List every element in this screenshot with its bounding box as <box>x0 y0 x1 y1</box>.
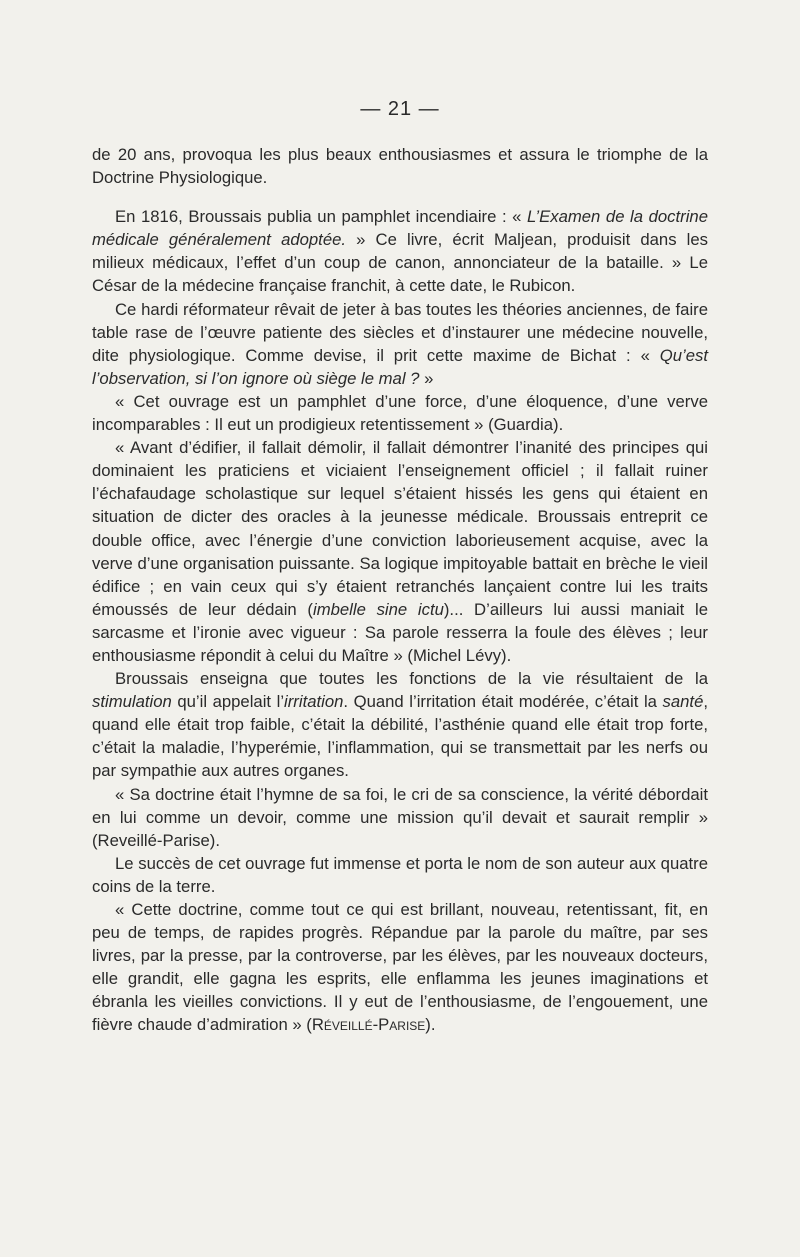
paragraph <box>92 898 708 1037</box>
paragraph <box>92 143 708 189</box>
paragraph <box>92 205 708 297</box>
text-run: de 20 ans, provoqua les plus beaux enthousiasmes et assura le triomphe de la Doctrine Physiologique. <box>92 145 708 188</box>
text-run: Ce hardi réformateur rêvait de jeter à bas toutes les théories anciennes, de faire table rase de l’œuvre patiente des siècles et d’instaurer une médecine nouvelle, dite physiologique. Comme devise, il prit cette maxime de Bichat : « <box>92 299 708 365</box>
paragraph <box>92 390 708 436</box>
author-smallcaps: Réveillé-Parise <box>311 1015 426 1035</box>
text-run: , quand elle était trop faible, c’était la débilité, l’asthénie quand elle était trop forte, c’était la maladie, l’hyperémie, l’inflammation, qui se transmettait par les nerfs ou par sympathie aux autres organes. <box>92 692 708 781</box>
text-run: Le succès de cet ouvrage fut immense et porta le nom de son auteur aux quatre coins de la terre. <box>92 853 708 896</box>
paragraph <box>92 298 708 390</box>
text-run: « Cette doctrine, comme tout ce qui est brillant, nouveau, retentissant, fit, en peu de temps, de rapides progrès. Répandue par la parole du maître, par ses livres, par la presse, par la controverse, par les élèves, par les nouveaux docteurs, elle grandit, elle gagna les esprits, elle enflamma les jeunes imaginations et ébranla les vieilles convictions. Il y eut de l’enthousiasme, de l’engouement, une fièvre chaude d’admiration » ( <box>92 900 708 1035</box>
text-run: » <box>419 368 434 388</box>
text-run: En 1816, Broussais publia un pamphlet incendiaire : « <box>115 207 528 227</box>
book-title: L’Examen de la doctrine médicale généralement adoptée. <box>92 207 708 250</box>
paragraph <box>92 436 708 667</box>
text-run: . Quand l’irritation était modérée, c’était la <box>343 692 663 712</box>
text-run: ). <box>425 1015 436 1035</box>
latin-phrase: imbelle sine ictu <box>312 599 444 619</box>
body-text <box>92 143 708 1037</box>
paragraph <box>92 852 708 898</box>
text-run: « Avant d’édifier, il fallait démolir, il fallait démontrer l’inanité des principes qui dominaient les praticiens et viciaient l’enseignement officiel ; il fallait ruiner l’échafaudage scholastique sur lequel s’étaient hissés les gens qui étaient en situation de dicter des oracles à la jeunesse médicale. Broussais entreprit ce double office, avec l’énergie d’une conviction laborieusement acquise, avec la verve d’une organisation puissante. Sa logique impitoyable battait en brèche le vieil édifice ; en vain ceux qui s’y étaient retranchés lançaient contre lui les traits émoussés de leur dédain ( <box>92 438 708 619</box>
text-run: « Cet ouvrage est un pamphlet d’une force, d’une éloquence, d’une verve incomparables : Il eut un prodigieux retentissement » (Guardia). <box>92 391 708 435</box>
quote-italic: Qu’est l’observation, si l’on ignore où siège le mal ? <box>92 345 708 388</box>
page-number: — 21 — <box>360 98 440 120</box>
paragraph <box>92 667 708 782</box>
paragraph <box>92 783 708 852</box>
text-run: « Sa doctrine était l’hymne de sa foi, le cri de sa conscience, la vérité débordait en lui comme un devoir, comme une mission qu’il devait et saurait remplir » (Reveillé-Parise). <box>92 784 708 850</box>
term-italic: stimulation <box>92 692 172 712</box>
text-run: Broussais enseigna que toutes les fonctions de la vie résultaient de la <box>115 669 708 689</box>
term-italic: santé <box>662 692 704 712</box>
text-run: )... D’ailleurs lui aussi maniait le sarcasme et l’ironie avec vigueur : Sa parole resserra la foule des élèves ; leur enthousiasme répondit à celui du Maître » (Michel Lévy). <box>92 599 708 665</box>
term-italic: irritation <box>284 692 344 712</box>
text-run: » Ce livre, écrit Maljean, produisit dans les milieux médicaux, l’effet d’un coup de canon, annonciateur de la bataille. » Le César de la médecine française franchit, à cette date, le Rubicon. <box>92 230 708 296</box>
text-run: qu’il appelait l’ <box>171 692 285 712</box>
